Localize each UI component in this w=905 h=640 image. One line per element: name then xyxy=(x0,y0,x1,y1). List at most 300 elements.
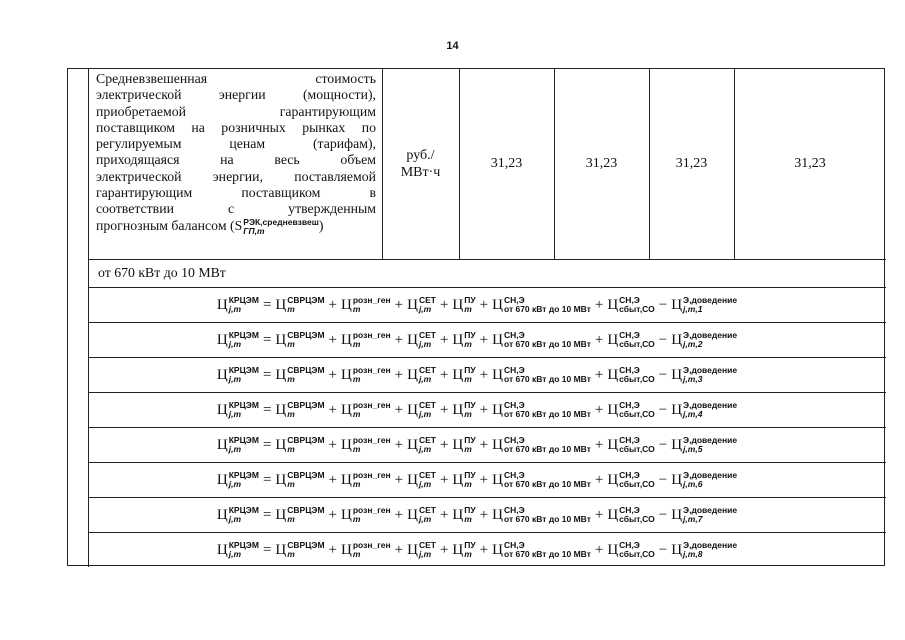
price-symbol: Ц xyxy=(607,436,619,453)
sub: j,m,7 xyxy=(683,514,703,524)
subsup xyxy=(504,541,591,559)
subsup xyxy=(287,331,324,349)
formula-row xyxy=(68,323,886,357)
sub: j,m,3 xyxy=(683,374,703,384)
desc-line-text: прогнозным балансом (S xyxy=(96,217,243,233)
sup: розн_ген xyxy=(352,435,391,445)
sup: СН,Э xyxy=(503,505,525,515)
desc-line: электрической энергии, поставляемой xyxy=(96,168,376,184)
sup: ПУ xyxy=(464,400,476,410)
sub: j,m xyxy=(418,409,432,419)
subsup xyxy=(683,366,737,384)
plus-sign: + xyxy=(479,436,489,453)
price-symbol: Ц xyxy=(452,471,464,488)
sup: СЕТ xyxy=(418,365,436,375)
sup: СВРЦЭМ xyxy=(287,295,325,305)
unit-line: руб./ xyxy=(406,148,435,163)
subsup xyxy=(229,436,259,454)
sup: СЕТ xyxy=(418,295,436,305)
sup: розн_ген xyxy=(352,330,391,340)
sub: m xyxy=(464,444,472,454)
desc-line: соответствии с утвержденным xyxy=(96,201,376,217)
plus-sign: + xyxy=(479,296,489,313)
price-symbol: Ц xyxy=(671,296,683,313)
plus-sign: + xyxy=(439,436,449,453)
subsup xyxy=(504,471,591,489)
subsup xyxy=(464,471,475,489)
sub: от 670 кВт до 10 МВт xyxy=(503,549,591,559)
value-cell: 31,23 xyxy=(490,156,523,171)
sub: j,m,1 xyxy=(683,304,703,314)
plus-sign: + xyxy=(394,506,404,523)
price-symbol: Ц xyxy=(607,506,619,523)
subsup xyxy=(683,541,737,559)
formula-row xyxy=(68,463,886,497)
price-symbol: Ц xyxy=(671,366,683,383)
subsup xyxy=(464,506,475,524)
subsup xyxy=(229,331,259,349)
plus-sign: + xyxy=(328,436,338,453)
sub: j,m xyxy=(228,339,242,349)
sub: от 670 кВт до 10 МВт xyxy=(503,339,591,349)
minus-sign: − xyxy=(658,366,668,383)
subsup xyxy=(683,401,737,419)
sup: ПУ xyxy=(464,295,476,305)
sub: j,m xyxy=(228,514,242,524)
sup: КРЦЭМ xyxy=(228,505,259,515)
plus-sign: + xyxy=(479,366,489,383)
sup: ПУ xyxy=(464,435,476,445)
minus-sign: − xyxy=(658,436,668,453)
sup: СВРЦЭМ xyxy=(287,505,325,515)
plus-sign: + xyxy=(328,331,338,348)
sub: j,m xyxy=(228,374,242,384)
sub: m xyxy=(464,304,472,314)
sub: j,m xyxy=(228,479,242,489)
price-symbol: Ц xyxy=(671,436,683,453)
sup: КРЦЭМ xyxy=(228,365,259,375)
subsup xyxy=(504,436,591,454)
desc-line: регулируемым ценам (тарифам), xyxy=(96,136,376,152)
unit-line: МВт·ч xyxy=(400,165,441,180)
sub: m xyxy=(464,409,472,419)
subsup xyxy=(419,296,436,314)
plus-sign: + xyxy=(479,331,489,348)
plus-sign: + xyxy=(328,506,338,523)
sub: от 670 кВт до 10 МВт xyxy=(503,304,591,314)
subsup xyxy=(619,436,655,454)
price-symbol: Ц xyxy=(607,331,619,348)
price-symbol: Ц xyxy=(607,366,619,383)
sup: розн_ген xyxy=(352,365,391,375)
sup: Э,доведение xyxy=(683,400,738,410)
price-symbol: Ц xyxy=(275,296,287,313)
sup: СН,Э xyxy=(619,400,640,410)
plus-sign: + xyxy=(479,401,489,418)
subsup xyxy=(619,541,655,559)
price-symbol: Ц xyxy=(607,296,619,313)
sub: j,m xyxy=(418,514,432,524)
subsup xyxy=(619,506,655,524)
sub: m xyxy=(352,409,361,419)
sup: Э,доведение xyxy=(683,295,738,305)
sup: ПУ xyxy=(464,470,476,480)
minus-sign: − xyxy=(658,401,668,418)
price-symbol: Ц xyxy=(492,471,503,488)
subsup xyxy=(419,366,436,384)
subsup xyxy=(229,471,259,489)
subsup xyxy=(287,401,324,419)
plus-sign: + xyxy=(594,506,604,523)
sub: j,m xyxy=(228,409,242,419)
price-symbol: Ц xyxy=(492,401,503,418)
sup: СН,Э xyxy=(619,540,640,550)
sup: ПУ xyxy=(464,365,476,375)
price-symbol: Ц xyxy=(452,436,464,453)
sup: СН,Э xyxy=(619,505,640,515)
desc-line: гарантирующим поставщиком в xyxy=(96,185,376,201)
desc-sub: ГП,m xyxy=(243,225,265,236)
price-symbol: Ц xyxy=(671,331,683,348)
section-label: от 670 кВт до 10 МВт xyxy=(98,265,226,280)
plus-sign: + xyxy=(394,401,404,418)
plus-sign: + xyxy=(594,366,604,383)
plus-sign: + xyxy=(439,366,449,383)
plus-sign: + xyxy=(439,331,449,348)
subsup xyxy=(419,401,436,419)
desc-close: ) xyxy=(318,217,324,233)
minus-sign: − xyxy=(658,506,668,523)
sup: СВРЦЭМ xyxy=(287,470,325,480)
subsup xyxy=(419,471,436,489)
price-symbol: Ц xyxy=(216,401,228,418)
plus-sign: + xyxy=(479,471,489,488)
subsup xyxy=(464,401,475,419)
price-symbol: Ц xyxy=(452,541,464,558)
price-symbol: Ц xyxy=(216,471,228,488)
plus-sign: + xyxy=(479,541,489,558)
sup: СН,Э xyxy=(503,330,525,340)
sup: СН,Э xyxy=(503,400,525,410)
price-symbol: Ц xyxy=(492,506,503,523)
formula-row xyxy=(68,393,886,427)
sub: m xyxy=(287,549,295,559)
sub: j,m,8 xyxy=(683,549,703,559)
price-symbol: Ц xyxy=(341,331,352,348)
sub: сбыт,СО xyxy=(619,444,655,454)
sup: СЕТ xyxy=(418,435,436,445)
subsup xyxy=(419,331,436,349)
sub: j,m,4 xyxy=(683,409,703,419)
desc-line: приобретаемой гарантирующим xyxy=(96,103,376,119)
price-symbol: Ц xyxy=(452,296,464,313)
subsup xyxy=(464,331,475,349)
price-symbol: Ц xyxy=(216,436,228,453)
subsup xyxy=(287,471,324,489)
subsup xyxy=(353,541,391,559)
sup: Э,доведение xyxy=(683,330,738,340)
price-symbol: Ц xyxy=(341,436,352,453)
sub: j,m xyxy=(418,444,432,454)
sup: СН,Э xyxy=(503,435,525,445)
sup: СН,Э xyxy=(503,540,525,550)
desc-sup: РЭК,средневзвеш xyxy=(243,216,319,227)
subsup xyxy=(504,506,591,524)
subsup xyxy=(287,296,324,314)
sub: j,m xyxy=(418,549,432,559)
sub: m xyxy=(464,374,472,384)
sub: от 670 кВт до 10 МВт xyxy=(503,409,591,419)
subsup xyxy=(464,436,475,454)
price-symbol: Ц xyxy=(407,296,418,313)
sup: СН,Э xyxy=(619,365,640,375)
plus-sign: + xyxy=(594,401,604,418)
price-symbol: Ц xyxy=(216,506,228,523)
price-symbol: Ц xyxy=(341,296,352,313)
subsup xyxy=(683,471,737,489)
sup: КРЦЭМ xyxy=(228,470,259,480)
sub: m xyxy=(352,304,361,314)
price-symbol: Ц xyxy=(341,541,352,558)
sub: j,m xyxy=(418,339,432,349)
tariff-table xyxy=(67,68,885,566)
subsup xyxy=(353,436,391,454)
sup: ПУ xyxy=(464,330,476,340)
sub: от 670 кВт до 10 МВт xyxy=(503,374,591,384)
subsup xyxy=(229,366,259,384)
price-symbol: Ц xyxy=(671,506,683,523)
sub: j,m xyxy=(418,479,432,489)
plus-sign: + xyxy=(328,296,338,313)
sub: m xyxy=(464,339,472,349)
price-symbol: Ц xyxy=(275,436,287,453)
subsup xyxy=(464,541,475,559)
plus-sign: + xyxy=(439,401,449,418)
sup: КРЦЭМ xyxy=(228,295,259,305)
subsup xyxy=(419,541,436,559)
sub: m xyxy=(287,304,295,314)
plus-sign: + xyxy=(328,366,338,383)
price-symbol: Ц xyxy=(452,366,464,383)
price-symbol: Ц xyxy=(452,506,464,523)
equals-sign: = xyxy=(262,366,272,383)
sup: ПУ xyxy=(464,505,476,515)
price-symbol: Ц xyxy=(216,366,228,383)
sup: СЕТ xyxy=(418,470,436,480)
price-symbol: Ц xyxy=(216,296,228,313)
subsup xyxy=(683,436,737,454)
subsup xyxy=(619,331,655,349)
equals-sign: = xyxy=(262,331,272,348)
desc-line: Средневзвешенная стоимость xyxy=(96,71,376,86)
price-symbol: Ц xyxy=(492,366,503,383)
sub: m xyxy=(287,514,295,524)
sub: сбыт,СО xyxy=(619,374,655,384)
sub: m xyxy=(352,444,361,454)
price-symbol: Ц xyxy=(492,331,503,348)
plus-sign: + xyxy=(328,541,338,558)
sup: СЕТ xyxy=(418,330,436,340)
plus-sign: + xyxy=(439,471,449,488)
sub: m xyxy=(287,339,295,349)
sub: j,m xyxy=(228,444,242,454)
sup: СВРЦЭМ xyxy=(287,540,325,550)
sup: Э,доведение xyxy=(683,540,738,550)
sub: m xyxy=(352,514,361,524)
price-symbol: Ц xyxy=(341,471,352,488)
sub: сбыт,СО xyxy=(619,479,655,489)
subsup xyxy=(353,401,391,419)
sup: СН,Э xyxy=(619,295,640,305)
subsup xyxy=(619,296,655,314)
sup: Э,доведение xyxy=(683,505,738,515)
plus-sign: + xyxy=(394,471,404,488)
sup: СЕТ xyxy=(418,540,436,550)
equals-sign: = xyxy=(262,541,272,558)
sup: СН,Э xyxy=(619,330,640,340)
price-symbol: Ц xyxy=(275,366,287,383)
plus-sign: + xyxy=(394,331,404,348)
sup: розн_ген xyxy=(352,505,391,515)
sup: СН,Э xyxy=(503,470,525,480)
price-symbol: Ц xyxy=(492,436,503,453)
price-symbol: Ц xyxy=(407,401,418,418)
desc-line: поставщиком на розничных рынках по xyxy=(96,119,376,135)
price-symbol: Ц xyxy=(607,541,619,558)
subsup xyxy=(504,296,591,314)
minus-sign: − xyxy=(658,296,668,313)
price-symbol: Ц xyxy=(216,541,228,558)
price-symbol: Ц xyxy=(671,541,683,558)
sup: розн_ген xyxy=(352,470,391,480)
sub: m xyxy=(287,409,295,419)
plus-sign: + xyxy=(594,296,604,313)
plus-sign: + xyxy=(394,296,404,313)
subsup xyxy=(287,366,324,384)
sup: ПУ xyxy=(464,540,476,550)
subsup xyxy=(353,331,391,349)
sup: розн_ген xyxy=(352,400,391,410)
equals-sign: = xyxy=(262,506,272,523)
subsup xyxy=(683,296,737,314)
sub: m xyxy=(352,479,361,489)
sub: j,m xyxy=(418,304,432,314)
value-cell: 31,23 xyxy=(585,156,618,171)
sup: СН,Э xyxy=(503,365,525,375)
sub: от 670 кВт до 10 МВт xyxy=(503,479,591,489)
minus-sign: − xyxy=(658,331,668,348)
price-symbol: Ц xyxy=(275,506,287,523)
sup: СН,Э xyxy=(619,435,640,445)
plus-sign: + xyxy=(594,471,604,488)
subsup xyxy=(504,331,591,349)
sup: СН,Э xyxy=(619,470,640,480)
subsup xyxy=(229,401,259,419)
subsup xyxy=(504,366,591,384)
sub: m xyxy=(287,444,295,454)
plus-sign: + xyxy=(439,506,449,523)
plus-sign: + xyxy=(439,296,449,313)
desc-subsup xyxy=(243,218,319,236)
price-symbol: Ц xyxy=(452,331,464,348)
sub: m xyxy=(464,514,472,524)
plus-sign: + xyxy=(328,471,338,488)
sub: сбыт,СО xyxy=(619,409,655,419)
price-symbol: Ц xyxy=(275,401,287,418)
subsup xyxy=(229,506,259,524)
sup: СН,Э xyxy=(503,295,525,305)
price-symbol: Ц xyxy=(492,541,503,558)
sup: розн_ген xyxy=(352,295,391,305)
desc-line: электрической энергии (мощности), xyxy=(96,87,376,103)
formula-row xyxy=(68,358,886,392)
sub: m xyxy=(352,339,361,349)
value-cell: 31,23 xyxy=(794,156,826,171)
unit-cell xyxy=(382,147,459,181)
price-symbol: Ц xyxy=(607,401,619,418)
sup: СВРЦЭМ xyxy=(287,435,325,445)
plus-sign: + xyxy=(394,541,404,558)
sub: сбыт,СО xyxy=(619,339,655,349)
sub: j,m xyxy=(228,304,242,314)
sub: сбыт,СО xyxy=(619,304,655,314)
subsup xyxy=(464,296,475,314)
sup: КРЦЭМ xyxy=(228,400,259,410)
subsup xyxy=(353,296,391,314)
formula-row xyxy=(68,288,886,322)
price-symbol: Ц xyxy=(407,541,418,558)
equals-sign: = xyxy=(262,401,272,418)
sub: m xyxy=(287,374,295,384)
subsup xyxy=(353,366,391,384)
plus-sign: + xyxy=(328,401,338,418)
sub: m xyxy=(352,374,361,384)
price-symbol: Ц xyxy=(671,401,683,418)
sub: m xyxy=(464,479,472,489)
price-symbol: Ц xyxy=(407,436,418,453)
subsup xyxy=(287,541,324,559)
sup: СЕТ xyxy=(418,505,436,515)
price-symbol: Ц xyxy=(407,366,418,383)
minus-sign: − xyxy=(658,541,668,558)
row-line xyxy=(88,259,886,260)
price-symbol: Ц xyxy=(407,331,418,348)
subsup xyxy=(683,506,737,524)
sub: m xyxy=(287,479,295,489)
formula-row xyxy=(68,428,886,462)
plus-sign: + xyxy=(479,506,489,523)
sup: КРЦЭМ xyxy=(228,435,259,445)
sub: m xyxy=(352,549,361,559)
minus-sign: − xyxy=(658,471,668,488)
subsup xyxy=(419,436,436,454)
price-symbol: Ц xyxy=(407,506,418,523)
plus-sign: + xyxy=(394,366,404,383)
sup: СВРЦЭМ xyxy=(287,365,325,375)
price-symbol: Ц xyxy=(607,471,619,488)
sub: сбыт,СО xyxy=(619,549,655,559)
sub: m xyxy=(464,549,472,559)
price-symbol: Ц xyxy=(275,541,287,558)
price-symbol: Ц xyxy=(275,471,287,488)
sub: от 670 кВт до 10 МВт xyxy=(503,514,591,524)
description-cell xyxy=(96,71,376,257)
sup: Э,доведение xyxy=(683,365,738,375)
subsup xyxy=(353,506,391,524)
plus-sign: + xyxy=(594,331,604,348)
equals-sign: = xyxy=(262,471,272,488)
value-cell: 31,23 xyxy=(675,156,708,171)
